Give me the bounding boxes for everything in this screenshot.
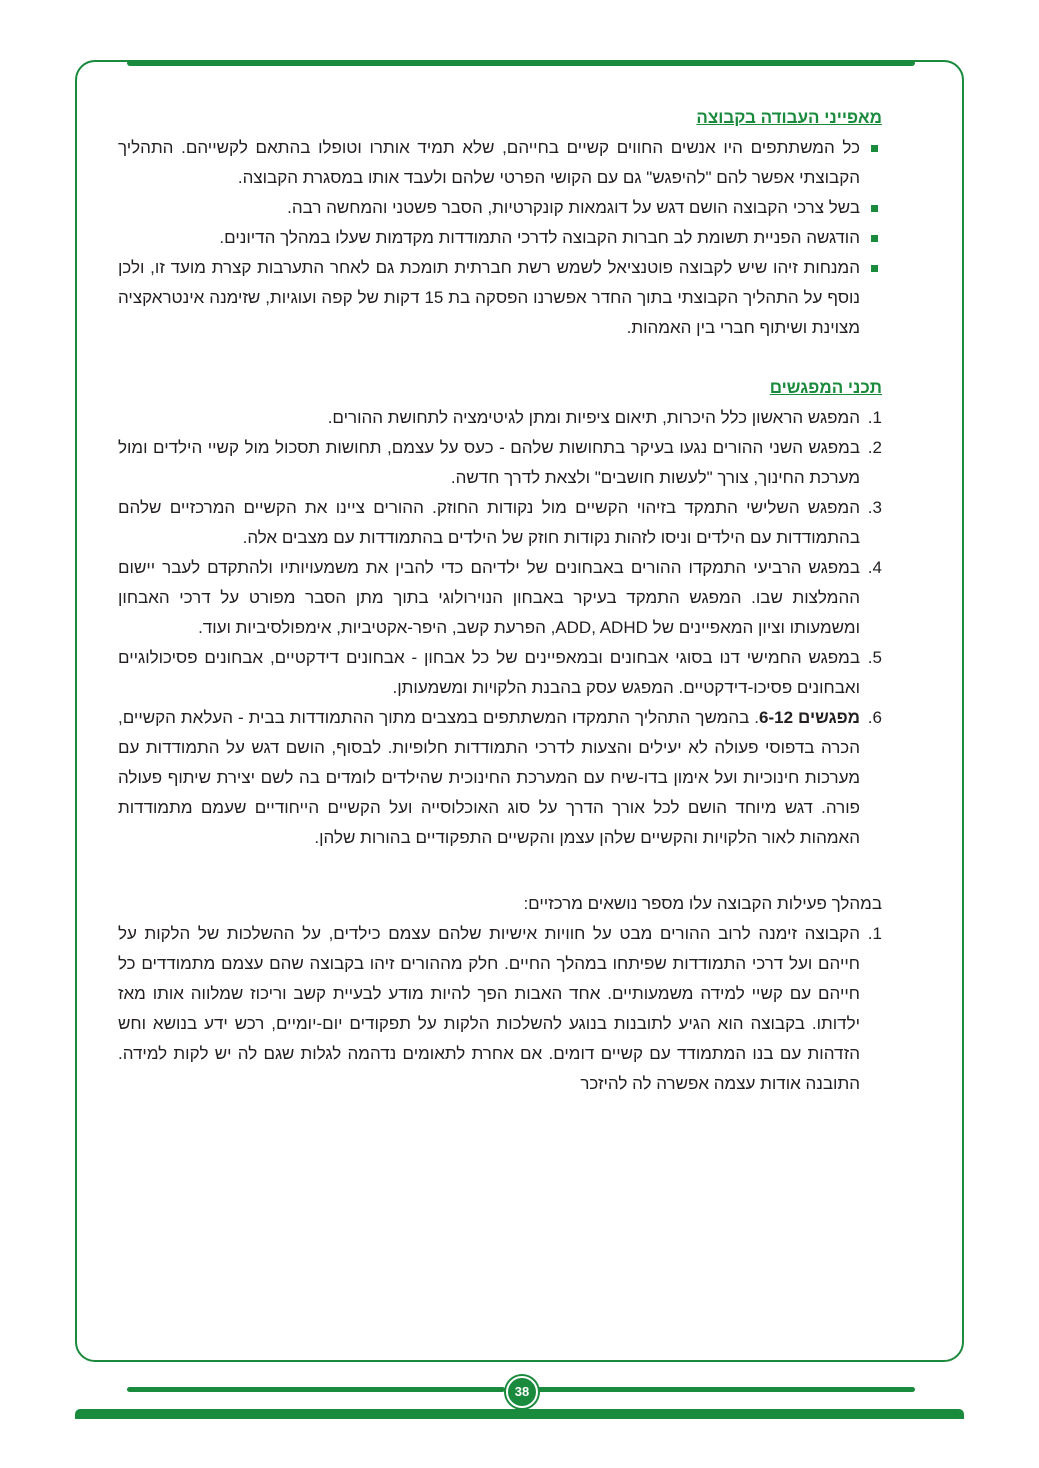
item-number: 1. <box>867 924 882 943</box>
list-item <box>118 493 882 553</box>
item-number: 4. <box>867 558 882 577</box>
list-item-text: המפגש השלישי התמקד בזיהוי הקשיים מול נקודות החוזק. ההורים ציינו את הקשיים המרכזיים שלהם בהתמודדות עם הילדים וניסו לזהות נקודות חוזק של הילדים בהתמודדות עם מצבים אלה. <box>118 498 860 547</box>
item-number: 1. <box>867 408 882 427</box>
list-item <box>118 253 860 343</box>
topics-intro: במהלך פעילות הקבוצה עלו מספר נושאים מרכזיים: <box>523 894 882 913</box>
section-heading-meeting-contents: תכני המפגשים <box>769 378 882 397</box>
list-item <box>118 433 882 493</box>
list-item-text: במפגש השני ההורים נגעו בעיקר בתחושות שלהם - כעס על עצמם, תחושות תסכול מול קשיי הילדים ומול מערכת החינוך, צורך "לעשות חושבים" ולצאת לדרך חדשה. <box>118 438 860 487</box>
square-bullet-icon <box>871 235 878 242</box>
list-item-text: במפגש החמישי דנו בסוגי אבחונים ובמאפיינים של כל אבחון - אבחונים דידקטיים, אבחונים פסיכולוגיים ואבחונים פסיכו-דידקטיים. המפגש עסק בהבנת הלקויות ומשמעותן. <box>118 648 860 697</box>
list-item-text: כל המשתתפים היו אנשים החווים קשיים בחייהם, שלא תמיד אותרו וטופלו בהתאם לקשייהם. התהליך הקבוצתי אפשר להם "להיפגש" גם עם הקושי הפרטי שלהם ולעבד אותו במסגרת הקבוצה. <box>118 138 860 187</box>
footer-line-right <box>537 1387 915 1392</box>
list-item <box>118 133 860 193</box>
square-bullet-icon <box>871 145 878 152</box>
numbered-list-topics <box>118 919 882 1099</box>
page-number-badge: 38 <box>506 1376 538 1408</box>
list-item-text: בשל צרכי הקבוצה הושם דגש על דוגמאות קונקרטיות, הסבר פשטני והמחשה רבה. <box>287 198 860 217</box>
list-item <box>118 919 882 1099</box>
item-number: 2. <box>867 438 882 457</box>
list-item-text: הקבוצה זימנה לרוב ההורים מבט על חוויות אישיות שלהם עצמם כילדים, על ההשלכות של הלקות על חייהם ועל דרכי התמודדות שפיתחו במהלך החיים. חלק מההורים זיהו בקבוצה שהם עצמם מתמודדים כל חייהם עם קשיי למידה משמעותיים. אחד האבות הפך להיות מודע לבעיית קשב וריכוז שמלווה אותו מאז ילדותו. בקבוצה הוא הגיע לתובנות בנוגע להשלכות הלקות על תפקודים יום-יומיים, רכש ידע בנושא וחש הזדהות עם בנו המתמודד עם קשיים דומים. אם אחרת לתאומים נדהמה לגלות שגם לה יש לקות למידה. התובנה אודות עצמה אפשרה לה להיזכר <box>118 924 860 1093</box>
item-number: 3. <box>867 498 882 517</box>
list-item-text: המנחות זיהו שיש לקבוצה פוטנציאל לשמש רשת חברתית תומכת גם לאחר התערבות קצרת מועד זו, ולכן נוסף על התהליך הקבוצתי בתוך החדר אפשרנו הפסקה בת 15 דקות של קפה ועוגיות, שזימנה אינטראקציה מצוינת ושיתוף חברי בין האמהות. <box>118 258 860 337</box>
list-item <box>118 643 882 703</box>
list-item-text: המפגש הראשון כלל היכרות, תיאום ציפיות ומתן לגיטימציה לתחושת ההורים. <box>327 408 860 427</box>
item-number: 6. <box>867 708 882 727</box>
top-decorative-bar <box>127 60 915 66</box>
list-item-text: הודגשה הפניית תשומת לב חברות הקבוצה לדרכי התמודדות מקדמות שעלו במהלך הדיונים. <box>219 228 860 247</box>
list-item-text: במפגש הרביעי התמקדו ההורים באבחונים של ילדיהם כדי להבין את משמעויותיו ולהתקדם לעבר יישום ההמלצות שבו. המפגש התמקד בעיקר באבחון הנוירולוגי בתוך מתן הסבר מפורט על דרכי האבחון ומשמעותו וציון המאפיינים של ADD, ADHD, הפרעת קשב, היפר-אקטיביות, אימפולסיביות ועוד. <box>118 558 860 637</box>
list-item <box>118 403 882 433</box>
item-number: 5. <box>867 648 882 667</box>
list-item <box>118 703 882 853</box>
footer-line-left <box>127 1387 505 1392</box>
numbered-list-meetings <box>118 403 882 853</box>
section-heading-group-work: מאפייני העבודה בקבוצה <box>696 108 882 127</box>
bullet-list-group-work <box>118 133 882 343</box>
list-item <box>118 223 860 253</box>
list-item <box>118 553 882 643</box>
list-item <box>118 193 860 223</box>
list-item-lead: מפגשים 6-12 <box>759 708 861 727</box>
square-bullet-icon <box>871 205 878 212</box>
page-content <box>118 103 882 1099</box>
square-bullet-icon <box>871 265 878 272</box>
list-item-text: . בהמשך התהליך התמקדו המשתתפים במצבים מתוך ההתמודדות בבית - העלאת הקשיים, הכרה בדפוסי פעולה לא יעילים והצעות לדרכי התמודדות חלופיות. לבסוף, הושם דגש על התמודדות עם מערכות חינוכיות ועל אימון בדו-שיח עם המערכת החינוכית שהילדים לומדים בה לשם יצירת שיתוף פעולה פורה. דגש מיוחד הושם לכל אורך הדרך על סוג האוכלוסייה ועל הקשיים הייחודיים שעמם מתמודדות האמהות לאור הלקויות והקשיים שלהן עצמן והקשיים התפקודיים בהורות שלהן. <box>118 708 860 847</box>
bottom-decorative-bar <box>75 1409 964 1419</box>
